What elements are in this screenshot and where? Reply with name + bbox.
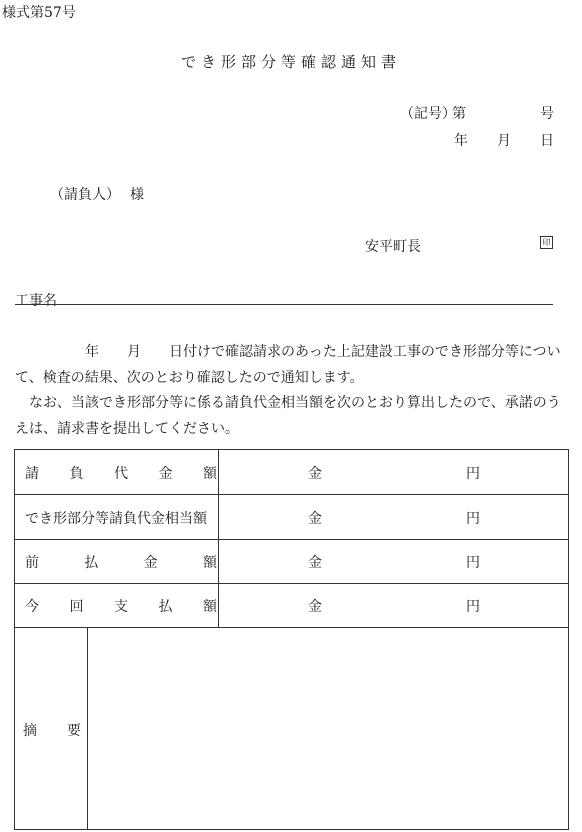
date-day: 日 xyxy=(540,133,554,149)
body-paragraph-1-line-1: 年 月 日付けで確認請求のあった上記建設工事のでき形部分等につい xyxy=(15,344,561,360)
body-paragraph-2-line-2: えは、請求書を提出してください。 xyxy=(15,421,239,437)
body-paragraph-2-line-1: なお、当該でき形部分等に係る請負代金相当額を次のとおり算出したので、承諾のう xyxy=(15,395,561,411)
reference-dai: 第 xyxy=(452,106,466,122)
label-char: 払 xyxy=(158,599,173,615)
contractor-honorific: 様 xyxy=(130,187,144,203)
label-char: 額 xyxy=(202,555,217,571)
amount-unit: 円 xyxy=(466,599,480,615)
row-label-advance-payment xyxy=(25,552,217,572)
project-name-underline xyxy=(15,304,553,305)
label-char: 負 xyxy=(69,466,84,482)
label-char: 払 xyxy=(84,555,99,571)
body-paragraph-1-line-2: て、検査の結果、次のとおり確認したので通知します。 xyxy=(15,370,364,386)
label-char: 代 xyxy=(114,466,128,482)
amount-unit: 円 xyxy=(466,511,480,527)
reference-label: （記号） xyxy=(400,106,456,122)
row-label-contract-amount xyxy=(25,463,217,483)
label-char: 要 xyxy=(67,723,81,739)
amount-prefix: 金 xyxy=(308,466,322,482)
table-divider xyxy=(15,583,568,584)
table-divider xyxy=(15,494,568,495)
label-char: 金 xyxy=(143,555,158,571)
table-divider xyxy=(15,539,568,540)
label-char: 額 xyxy=(203,599,217,615)
project-name-label: 工事名 xyxy=(15,293,57,309)
label-char: 回 xyxy=(69,599,84,615)
label-char: 支 xyxy=(114,599,128,615)
amount-prefix: 金 xyxy=(308,599,322,615)
seal-mark: 印 xyxy=(540,236,553,249)
label-char: 前 xyxy=(25,555,39,571)
amount-table xyxy=(14,449,569,830)
label-text: でき形部分等請負代金相当額 xyxy=(25,511,207,527)
amount-prefix: 金 xyxy=(308,555,322,571)
contractor-label: （請負人） xyxy=(50,187,120,203)
table-column-divider xyxy=(218,450,219,627)
amount-prefix: 金 xyxy=(308,511,322,527)
row-label-current-payment xyxy=(25,596,217,616)
remarks-column-divider xyxy=(87,627,88,830)
label-char: 請 xyxy=(25,466,39,482)
label-char: 今 xyxy=(25,599,39,615)
date-month: 月 xyxy=(497,133,511,149)
reference-go: 号 xyxy=(540,106,554,122)
amount-unit: 円 xyxy=(466,555,480,571)
row-label-completed-portion-amount xyxy=(25,508,217,528)
table-divider xyxy=(15,627,568,628)
label-char: 額 xyxy=(203,466,217,482)
remarks-field[interactable] xyxy=(89,629,567,828)
label-char: 摘 xyxy=(23,723,37,739)
sender-title: 安平町長 xyxy=(365,239,421,255)
document-title: でき形部分等確認通知書 xyxy=(180,53,401,71)
amount-unit: 円 xyxy=(466,466,480,482)
remarks-label xyxy=(23,720,81,740)
label-char: 金 xyxy=(158,466,173,482)
form-number: 様式第57号 xyxy=(2,5,76,21)
date-year: 年 xyxy=(454,133,468,149)
